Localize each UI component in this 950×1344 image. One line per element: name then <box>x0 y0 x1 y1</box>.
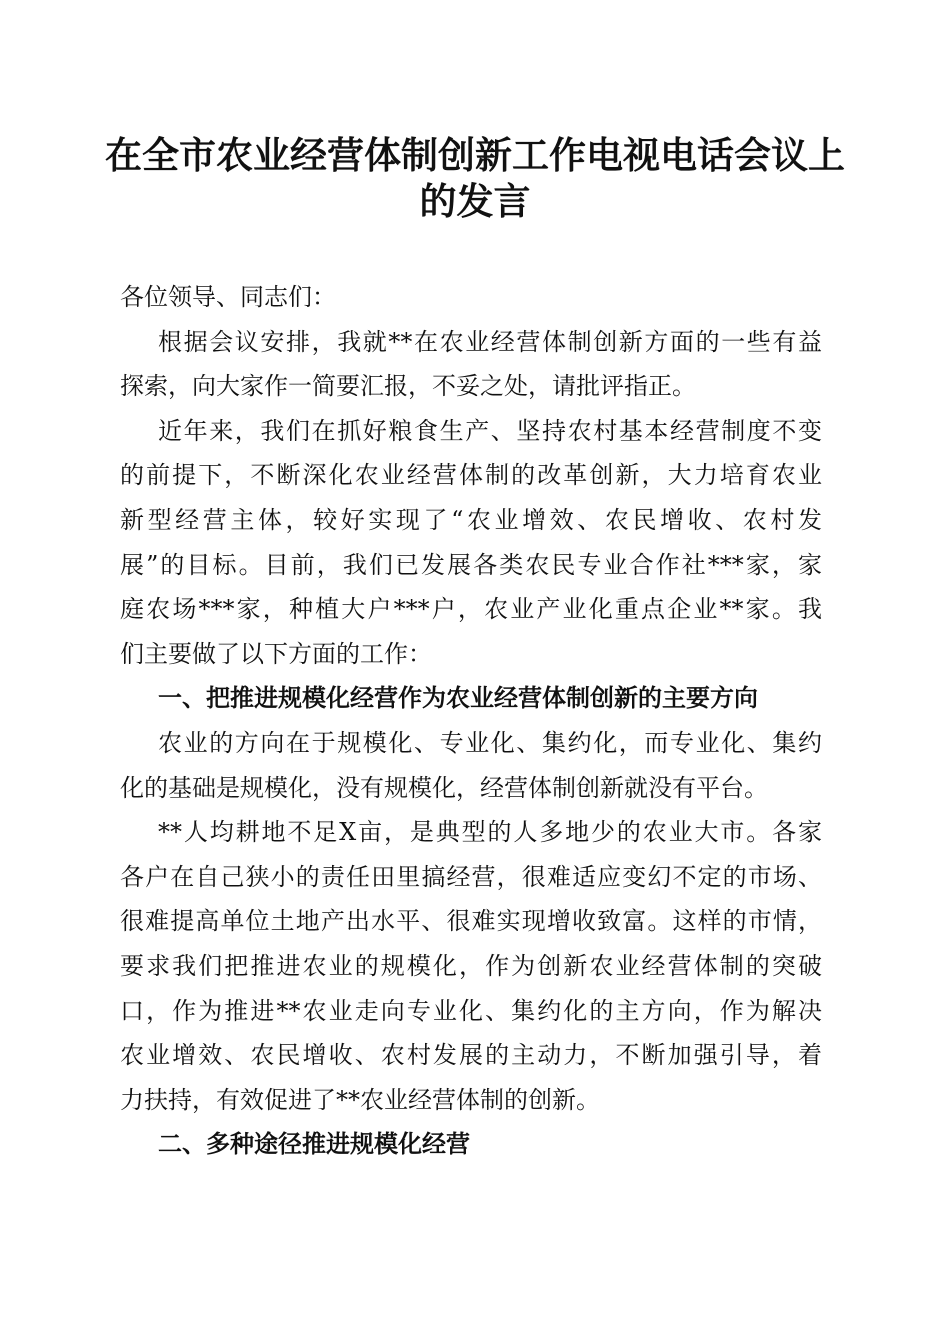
paragraph-line: 们主要做了以下方面的工作： <box>120 639 432 668</box>
paragraph-line: 探索，向大家作一简要汇报，不妥之处，请批评指正。 <box>120 372 696 401</box>
paragraph <box>120 810 822 1122</box>
paragraph <box>120 320 822 409</box>
title-line-2: 的发言 <box>419 179 531 223</box>
paragraph-line: 根据会议安排，我就**在农业经营体制创新方面的一些有益 <box>158 327 822 356</box>
paragraph-line: 农业增效、农民增收、农村发展的主动力，不断加强引导，着 <box>120 1041 822 1070</box>
document-title <box>100 132 850 224</box>
paragraph <box>120 409 822 677</box>
section-heading: 一、把推进规模化经营作为农业经营体制创新的主要方向 <box>158 683 758 713</box>
paragraph-line: 的前提下，不断深化农业经营体制的改革创新，大力培育农业 <box>120 461 822 490</box>
paragraph-line: 力扶持，有效促进了**农业经营体制的创新。 <box>120 1085 600 1114</box>
document-body <box>120 275 822 1167</box>
paragraph-line: 新型经营主体，较好实现了“农业增效、农民增收、农村发 <box>120 505 822 534</box>
paragraph-line: 很难提高单位土地产出水平、很难实现增收致富。这样的市情， <box>120 907 822 936</box>
paragraph-line: 农业的方向在于规模化、专业化、集约化，而专业化、集约 <box>158 728 822 757</box>
paragraph-line: 化的基础是规模化，没有规模化，经营体制创新就没有平台。 <box>120 773 768 802</box>
title-line-1: 在全市农业经营体制创新工作电视电话会议上 <box>105 133 845 177</box>
paragraph-line: 各户在自己狭小的责任田里搞经营，很难适应变幻不定的市场、 <box>120 862 822 891</box>
paragraph-line: 近年来，我们在抓好粮食生产、坚持农村基本经营制度不变 <box>158 416 822 445</box>
greeting: 各位领导、同志们： <box>120 283 336 311</box>
paragraph-line: 展”的目标。目前，我们已发展各类农民专业合作社***家，家 <box>120 550 822 579</box>
paragraph <box>120 721 822 810</box>
paragraph-line: 庭农场***家，种植大户***户，农业产业化重点企业**家。我 <box>120 595 822 624</box>
section-heading: 二、多种途径推进规模化经营 <box>158 1129 470 1159</box>
paragraph-line: 口，作为推进**农业走向专业化、集约化的主方向，作为解决 <box>120 996 822 1025</box>
paragraph-line: 要求我们把推进农业的规模化，作为创新农业经营体制的突破 <box>120 951 822 980</box>
paragraph-line: **人均耕地不足X亩，是典型的人多地少的农业大市。各家 <box>158 818 822 847</box>
